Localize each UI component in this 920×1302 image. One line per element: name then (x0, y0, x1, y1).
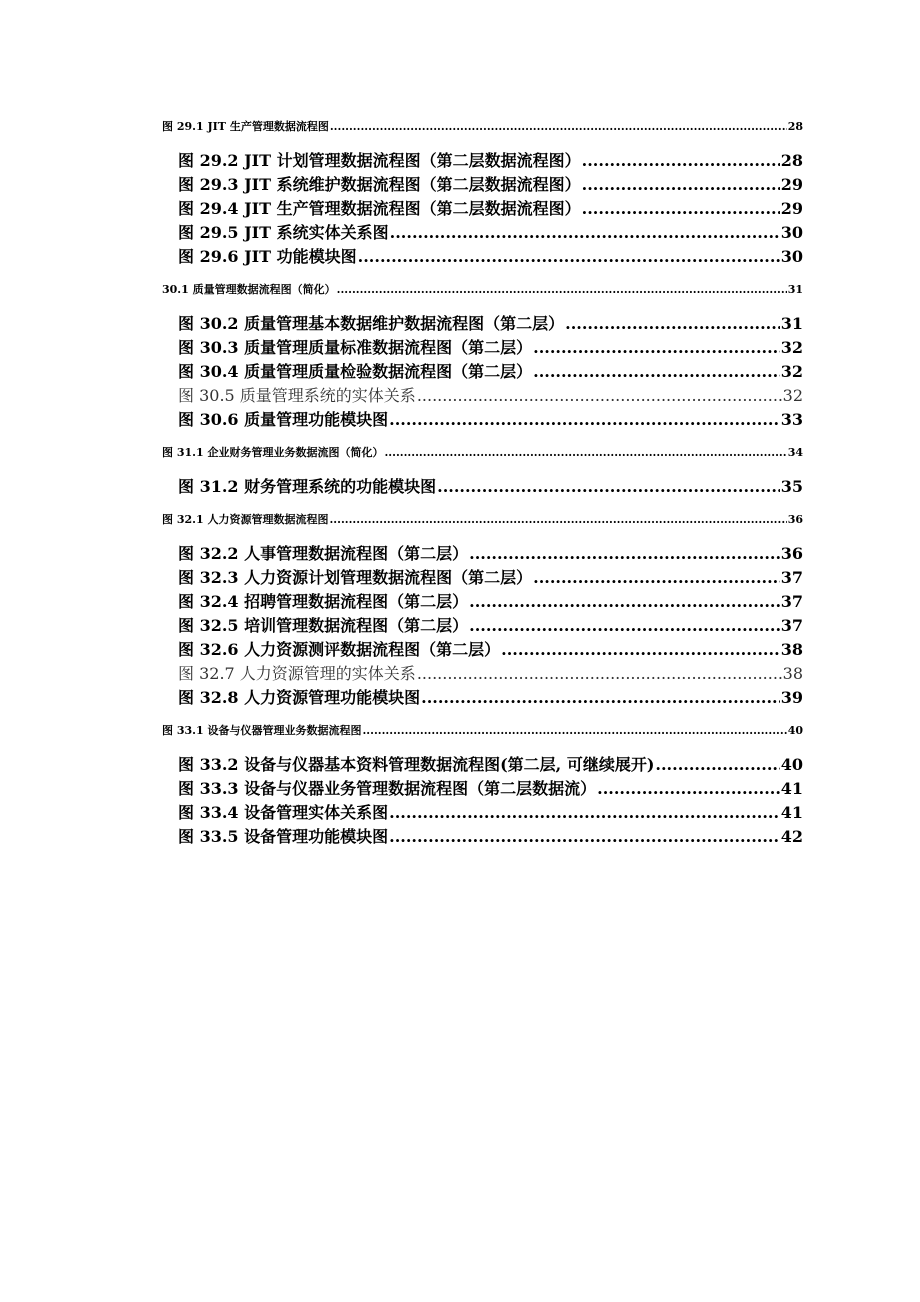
toc-entry-title: 图 29.1 JIT 生产管理数据流程图 (162, 120, 329, 133)
toc-entry-page-number: 39 (780, 688, 803, 707)
toc-entry-page-number: 42 (780, 827, 803, 846)
toc-entry-page-number: 37 (780, 568, 803, 587)
toc-entry-page-number: 37 (780, 616, 803, 635)
toc-entry[interactable] (178, 220, 803, 243)
toc-dot-leader (533, 338, 780, 357)
toc-entry[interactable] (178, 541, 803, 564)
toc-entry-title: 图 29.5 JIT 系统实体关系图 (178, 223, 389, 242)
toc-entry-page-number: 31 (787, 283, 803, 296)
toc-entry[interactable] (178, 244, 803, 267)
toc-entry-title: 图 32.4 招聘管理数据流程图（第二层） (178, 592, 469, 611)
toc-entry[interactable] (162, 118, 803, 134)
toc-dot-leader (390, 223, 780, 242)
toc-entry-page-number: 29 (780, 199, 803, 218)
toc-entry-title: 图 32.1 人力资源管理数据流程图 (162, 513, 329, 526)
toc-dot-leader (389, 803, 780, 822)
toc-entry-title: 图 30.5 质量管理系统的实体关系 (178, 386, 416, 405)
toc-dot-leader (582, 175, 780, 194)
toc-entry[interactable] (162, 281, 803, 297)
toc-entry-page-number: 30 (780, 223, 803, 242)
toc-entry-page-number: 36 (787, 513, 803, 526)
toc-entry-title: 图 32.7 人力资源管理的实体关系 (178, 664, 416, 683)
toc-entry[interactable] (162, 722, 803, 738)
toc-entry[interactable] (162, 511, 803, 527)
toc-entry-title: 图 32.2 人事管理数据流程图（第二层） (178, 544, 469, 563)
toc-dot-leader (329, 513, 786, 526)
toc-entry-title: 图 29.2 JIT 计划管理数据流程图（第二层数据流程图） (178, 151, 581, 170)
toc-entry-page-number: 30 (780, 247, 803, 266)
toc-entry-title: 30.1 质量管理数据流程图（简化） (162, 283, 336, 296)
toc-dot-leader (417, 386, 782, 405)
toc-entry[interactable] (178, 685, 803, 708)
toc-dot-leader (337, 283, 787, 296)
toc-entry-page-number: 32 (782, 386, 803, 405)
toc-entry-title: 图 29.6 JIT 功能模块图 (178, 247, 357, 266)
toc-dot-leader (533, 568, 780, 587)
toc-entry[interactable] (178, 474, 803, 497)
toc-entry[interactable] (178, 661, 803, 684)
toc-entry-page-number: 32 (780, 338, 803, 357)
toc-entry-page-number: 35 (780, 477, 803, 496)
toc-entry[interactable] (178, 776, 803, 799)
toc-entry-page-number: 34 (787, 446, 803, 459)
toc-entry-page-number: 41 (780, 779, 803, 798)
toc-entry-page-number: 33 (780, 410, 803, 429)
toc-entry[interactable] (178, 383, 803, 406)
toc-entry-page-number: 28 (780, 151, 803, 170)
toc-entry-page-number: 40 (787, 724, 803, 737)
toc-entry[interactable] (178, 196, 803, 219)
toc-dot-leader (437, 477, 780, 496)
toc-dot-leader (565, 314, 780, 333)
toc-entry-page-number: 36 (780, 544, 803, 563)
toc-entry[interactable] (178, 148, 803, 171)
toc-entry-title: 图 33.2 设备与仪器基本资料管理数据流程图(第二层, 可继续展开) (178, 755, 655, 774)
toc-entry-page-number: 40 (780, 755, 803, 774)
toc-entry-title: 图 30.6 质量管理功能模块图 (178, 410, 389, 429)
toc-entry[interactable] (178, 589, 803, 612)
toc-entry-title: 图 33.4 设备管理实体关系图 (178, 803, 389, 822)
toc-dot-leader (330, 120, 787, 133)
toc-entry-title: 图 29.3 JIT 系统维护数据流程图（第二层数据流程图） (178, 175, 581, 194)
toc-dot-leader (533, 362, 780, 381)
toc-entry-title: 图 30.4 质量管理质量检验数据流程图（第二层） (178, 362, 533, 381)
toc-entry[interactable] (178, 824, 803, 847)
toc-entry-title: 图 32.8 人力资源管理功能模块图 (178, 688, 421, 707)
toc-entry-title: 图 32.6 人力资源测评数据流程图（第二层） (178, 640, 501, 659)
toc-entry-page-number: 41 (780, 803, 803, 822)
toc-dot-leader (421, 688, 780, 707)
toc-entry[interactable] (178, 613, 803, 636)
toc-entry-page-number: 37 (780, 592, 803, 611)
toc-entry[interactable] (178, 800, 803, 823)
toc-entry-page-number: 38 (782, 664, 803, 683)
toc-dot-leader (469, 544, 780, 563)
toc-dot-leader (417, 664, 782, 683)
toc-entry[interactable] (162, 444, 803, 460)
toc-entry-page-number: 28 (787, 120, 803, 133)
toc-entry[interactable] (178, 637, 803, 660)
toc-entry-title: 图 33.1 设备与仪器管理业务数据流程图 (162, 724, 362, 737)
toc-entry-title: 图 30.2 质量管理基本数据维护数据流程图（第二层） (178, 314, 565, 333)
toc-entry-page-number: 29 (780, 175, 803, 194)
toc-entry-page-number: 32 (780, 362, 803, 381)
toc-dot-leader (501, 640, 780, 659)
toc-dot-leader (389, 410, 780, 429)
toc-entry[interactable] (178, 407, 803, 430)
toc-entry-title: 图 32.3 人力资源计划管理数据流程图（第二层） (178, 568, 533, 587)
toc-entry-page-number: 31 (780, 314, 803, 333)
toc-entry-title: 图 31.1 企业财务管理业务数据流图（简化） (162, 446, 384, 459)
toc-entry-title: 图 30.3 质量管理质量标准数据流程图（第二层） (178, 338, 533, 357)
toc-entry-title: 图 33.5 设备管理功能模块图 (178, 827, 389, 846)
toc-dot-leader (362, 724, 786, 737)
toc-entry[interactable] (178, 172, 803, 195)
toc-entry[interactable] (178, 565, 803, 588)
toc-dot-leader (582, 199, 780, 218)
toc-entry[interactable] (178, 311, 803, 334)
toc-dot-leader (469, 616, 780, 635)
toc-dot-leader (358, 247, 780, 266)
toc-entry-title: 图 32.5 培训管理数据流程图（第二层） (178, 616, 469, 635)
toc-dot-leader (582, 151, 780, 170)
toc-entry[interactable] (178, 359, 803, 382)
toc-entry[interactable] (178, 752, 803, 775)
toc-dot-leader (469, 592, 780, 611)
toc-entry[interactable] (178, 335, 803, 358)
toc-dot-leader (384, 446, 786, 459)
toc-dot-leader (597, 779, 780, 798)
toc-dot-leader (655, 755, 779, 774)
toc-entry-title: 图 33.3 设备与仪器业务管理数据流程图（第二层数据流） (178, 779, 597, 798)
toc-entry-title: 图 31.2 财务管理系统的功能模块图 (178, 477, 437, 496)
toc-dot-leader (389, 827, 780, 846)
toc-entry-page-number: 38 (780, 640, 803, 659)
toc-entry-title: 图 29.4 JIT 生产管理数据流程图（第二层数据流程图） (178, 199, 581, 218)
